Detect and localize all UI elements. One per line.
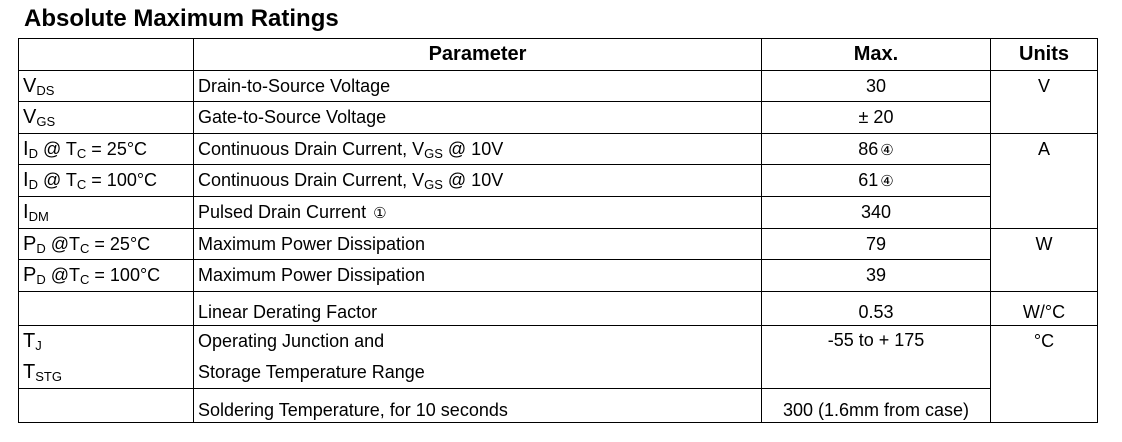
max-cell: 79 [762,229,991,260]
units-header: Units [991,39,1098,71]
symbol-cell [19,292,194,326]
table-row [19,102,1098,134]
symbol-cell: $V_{DS}$ [19,71,194,102]
table-row [19,260,1098,292]
max-header: Max. [762,39,991,71]
parameter-cell: Pulsed Drain Current ① [194,197,762,229]
max-cell: 30 [762,71,991,102]
symbol-cell: $P_D$ $@T_C = 100^\circ C$ [19,260,194,292]
table-row [19,229,1098,260]
parameter-cell: Continuous Drain Current, $V_{GS}$ @ 10V [194,165,762,197]
max-cell: 86 ④ [762,134,991,165]
units-cell: W [991,229,1098,292]
table-row [19,134,1098,165]
parameter-cell: Linear Derating Factor [194,292,762,326]
symbol-cell: $P_D$ $@T_C = 25^\circ C$ [19,229,194,260]
symbol-cell: $T_J$ $T_{STG}$ [19,326,194,389]
symbol-cell: $V_{GS}$ [19,102,194,134]
max-cell: 39 [762,260,991,292]
parameter-cell: Maximum Power Dissipation [194,229,762,260]
max-cell: 300 (1.6mm from case) [762,389,991,423]
parameter-header: Parameter [194,39,762,71]
parameter-cell: Operating Junction and Storage Temperature Range [194,326,762,389]
units-cell: A [991,134,1098,229]
table-row [19,165,1098,197]
table-row [19,197,1098,229]
max-cell: 61 ④ [762,165,991,197]
table-row [19,292,1098,326]
symbol-cell [19,389,194,423]
symbol-cell: $I_D$ @ $T_C = 25^\circ C$ [19,134,194,165]
max-cell: 0.53 [762,292,991,326]
ratings-table [18,38,1098,423]
parameter-cell: Continuous Drain Current, $V_{GS}$ @ 10V [194,134,762,165]
table-row [19,71,1098,102]
table-row [19,389,1098,423]
max-cell: 340 [762,197,991,229]
max-cell: ± 20 [762,102,991,134]
parameter-cell: Drain-to-Source Voltage [194,71,762,102]
parameter-cell: Gate-to-Source Voltage [194,102,762,134]
table-row [19,326,1098,389]
footnote-4-icon: ④ [880,173,894,190]
symbol-header [19,39,194,71]
header-row [19,39,1098,71]
footnote-4-icon: ④ [880,141,894,159]
max-cell: -55 to + 175 [762,326,991,389]
parameter-cell: Soldering Temperature, for 10 seconds [194,389,762,423]
symbol-cell: $I_D$ @ $T_C = 100^\circ C$ [19,165,194,197]
units-cell: W/°C [991,292,1098,326]
units-cell: °C [991,326,1098,423]
page-title: Absolute Maximum Ratings [24,5,339,32]
parameter-cell: Maximum Power Dissipation [194,260,762,292]
footnote-1-icon: ① [373,205,387,222]
symbol-cell: $I_{DM}$ [19,197,194,229]
units-cell: V [991,71,1098,134]
